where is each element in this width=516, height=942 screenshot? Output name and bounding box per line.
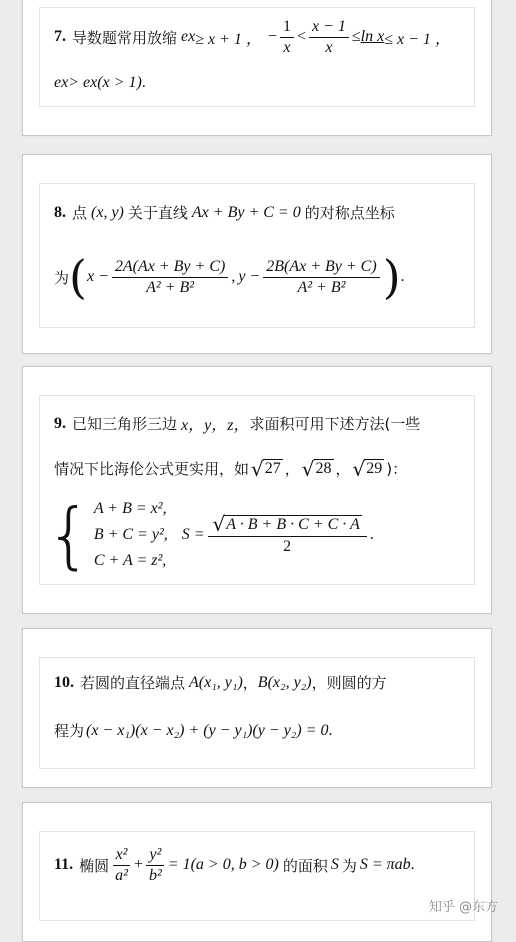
formula-card-7 [22, 0, 492, 136]
fraction-x2-a2: $\frac{\text{x²}}{\text{a²}}$ [112, 846, 131, 884]
y-fraction: $\frac{2B(Ax + By + C)}{\text{A² + B²}}$ [263, 258, 379, 296]
fraction-1-over-x: $\frac{1}{x}$ [280, 18, 294, 56]
y-prefix: y − [238, 268, 261, 285]
formula-9-line-1 [54, 412, 420, 435]
left-brace: { [46, 493, 92, 577]
watermark-text: 知乎 @东方 [428, 900, 498, 915]
exp-sup: x [188, 28, 196, 46]
circle-equation: (x − x₁)(x − x₂) + (y − y₁)(y − y₂) = 0 [86, 721, 329, 739]
item-mid: 的面积 [282, 856, 328, 875]
item-lead: 若圆的直径端点 [80, 674, 186, 692]
exp-base: e [181, 28, 189, 46]
formula-box-7 [39, 7, 475, 107]
formula-box-8 [39, 183, 475, 328]
exp-base-2: e [54, 74, 62, 91]
period: . [328, 721, 333, 739]
item-lead-b: 求面积可用下述方法(一些 [249, 415, 421, 433]
side-vars: x，y，z， [181, 417, 250, 434]
sqrt-29: √ 29 [352, 456, 383, 481]
formula-10-line-2 [54, 720, 332, 741]
formula-11-line-1: 11. 椭圆 $\frac{\text{x²}}{\text{a²}}$ + $\frac{\text{y²}}{\text{b²}}$ = 1(a > 0, b > 0) 的面积 S 为 S = πab . [54, 846, 415, 884]
exp-sup-2: x [61, 74, 69, 91]
item-line-2: 程为 [54, 722, 85, 740]
item-tail: 的对称点坐标 [304, 204, 395, 222]
area-s: S = [181, 526, 205, 543]
formula-box-11 [39, 831, 475, 921]
item-number: 7. [54, 28, 66, 46]
ineq-tail: ≤ x − 1 ， [384, 30, 451, 48]
x-fraction: $\frac{2A(Ax + By + C)}{\text{A² + B²}}$ [112, 258, 228, 296]
period: . [141, 74, 146, 91]
ellipse-condition: = 1(a > 0, b > 0) [167, 856, 279, 874]
item-lead: 点 [72, 204, 88, 222]
item-mid-2: 为 [341, 856, 357, 875]
period: . [410, 856, 415, 874]
formula-card-11 [22, 802, 492, 942]
item-lead-2: 为 [54, 268, 70, 287]
item-number: 11. [54, 856, 74, 874]
formula-7-line-1 [54, 18, 451, 56]
item-lead-b: ，则圆的方 [311, 674, 387, 692]
comma: , [231, 268, 236, 285]
area-symbol: S [330, 856, 339, 874]
item-lead: 椭圆 [79, 856, 110, 875]
formula-7-line-2 [54, 74, 146, 92]
period: . [369, 526, 374, 543]
ineq-1: ≥ x + 1 ， [195, 30, 262, 48]
x-prefix: x − [86, 268, 109, 285]
formula-9-system [46, 493, 374, 577]
point-b: B(x₂, y₂) [257, 673, 312, 691]
formula-8-line-1 [54, 202, 395, 223]
formula-9-line-2: 情况下比海伦公式更实用，如 √ 27 ， √ 28 ， √ 29 )： [54, 456, 408, 481]
ineq-2: > ex(x > 1) [68, 74, 142, 91]
sqrt-28: √ 28 [301, 456, 332, 481]
item-number: 8. [54, 203, 66, 221]
fraction-y2-b2: $\frac{\text{y²}}{\text{b²}}$ [146, 846, 165, 884]
item-number: 9. [54, 414, 66, 432]
item-mid: 关于直线 [127, 204, 188, 222]
sqrt-27: √ 27 [251, 456, 281, 481]
formula-10-line-1: 10. 若圆的直径端点 A(x₁, y₁) ， B(x₂, y₂) ，则圆的方 [54, 673, 387, 692]
item-number: 10. [54, 673, 74, 691]
point-a: A(x₁, y₁) [189, 673, 243, 691]
ln-term: ln x [360, 28, 385, 46]
formula-card-8 [22, 154, 492, 354]
formula-box-9 [39, 395, 475, 585]
formula-box-10 [39, 657, 475, 769]
equation-system: A + B = x², B + C = y², C + A = z², [93, 500, 168, 569]
lt-sign: < [296, 28, 306, 46]
item-lead: 导数题常用放缩 [72, 28, 178, 47]
item-lead: 已知三角形三边 [72, 415, 178, 433]
le-sign: ≤ [351, 28, 361, 46]
line-equation: Ax + By + C = 0 [191, 203, 301, 221]
area-result: S = πab [359, 856, 411, 874]
point-xy: (x, y) [91, 203, 124, 221]
item-line-2: 情况下比海伦公式更实用，如 [54, 460, 250, 478]
fraction-x-minus-1-over-x: $\frac{x - 1}{x}$ [309, 18, 349, 56]
neg-sign: − [267, 28, 277, 46]
period: . [400, 268, 405, 285]
area-fraction: √ A · B + B · C + C · A 2 [208, 514, 367, 555]
formula-card-10 [22, 628, 492, 788]
formula-8-line-2: 为 ( x − $\frac{2A(Ax + By + C)}{\text{A² + B²}}$ , y − $\frac{2B(Ax + By + C)}{\text{A² + B²}}$ ) . [54, 250, 405, 304]
formula-card-9 [22, 366, 492, 614]
